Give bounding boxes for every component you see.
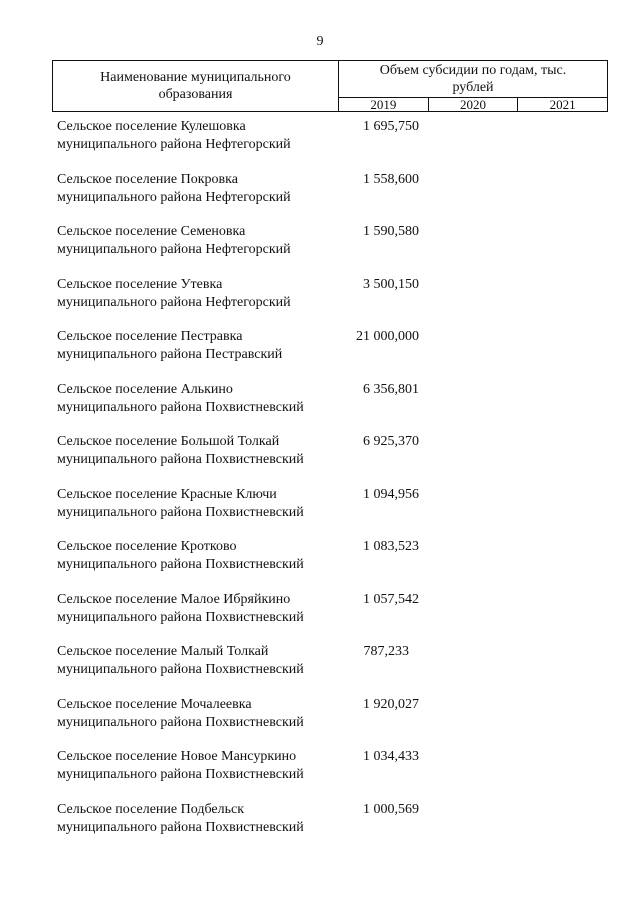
table-row (57, 381, 607, 434)
subsidy-value-2019: 1 000,569 (363, 801, 419, 817)
year-2019-header: 2019 (339, 98, 429, 112)
table-row (57, 801, 607, 854)
subsidy-value-2019: 787,233 (363, 644, 409, 659)
table-row (57, 643, 607, 696)
settlement-name: Сельское поселение Покровка муниципального района Нефтегорский (57, 171, 291, 205)
year-header-row (339, 97, 607, 112)
table-row (57, 328, 607, 381)
subsidy-value-2019: 21 000,000 (356, 329, 419, 344)
table-row (57, 171, 607, 224)
subsidy-value-2019: 1 083,523 (363, 539, 419, 554)
settlement-name: Сельское поселение Алькино муниципального района Похвистневский (57, 381, 304, 415)
subsidy-value-2019: 3 500,150 (363, 276, 419, 292)
table-body (57, 118, 607, 853)
table-row (57, 486, 607, 539)
settlement-name: Сельское поселение Малый Толкай муниципального района Похвистневский (57, 644, 304, 677)
table-row (57, 538, 607, 591)
table-row (57, 118, 607, 171)
subsidy-value-2019: 1 558,600 (363, 171, 419, 187)
name-column-header (53, 61, 339, 111)
table-header (52, 60, 608, 112)
settlement-name: Сельское поселение Утевка муниципального района Нефтегорский (57, 276, 291, 310)
table-row (57, 223, 607, 276)
table-row (57, 696, 607, 749)
settlement-name: Сельское поселение Новое Мансуркино муниципального района Похвистневский (57, 749, 304, 782)
settlement-name: Сельское поселение Мочалеевка муниципального района Похвистневский (57, 696, 304, 730)
subsidy-value-2019: 6 356,801 (363, 381, 419, 397)
settlement-name: Сельское поселение Красные Ключи муниципального района Похвистневский (57, 486, 304, 520)
subsidy-value-2019: 1 920,027 (363, 696, 419, 712)
settlement-name: Сельское поселение Кротково муниципального района Похвистневский (57, 539, 304, 572)
table-row (57, 276, 607, 329)
year-2021-header: 2021 (549, 97, 576, 112)
settlement-name: Сельское поселение Кулешовка муниципального района Нефтегорский (57, 119, 291, 152)
subsidy-value-2019: 6 925,370 (363, 434, 419, 449)
settlement-name: Сельское поселение Большой Толкай муниципального района Похвистневский (57, 434, 304, 467)
subsidy-value-2019: 1 590,580 (363, 224, 419, 239)
subsidy-value-2019: 1 034,433 (363, 749, 419, 764)
settlement-name: Сельское поселение Подбельск муниципального района Похвистневский (57, 801, 304, 835)
subsidy-value-2019: 1 094,956 (363, 486, 419, 502)
page-number: 9 (316, 34, 324, 49)
subsidy-value-2019: 1 695,750 (363, 119, 419, 134)
table-row (57, 433, 607, 486)
table-row (57, 591, 607, 644)
volume-column-header-label: Объем субсидии по годам, тыс. рублей (379, 63, 567, 95)
name-column-header-label: Наименование муниципального образования (100, 70, 291, 102)
settlement-name: Сельское поселение Семеновка муниципального района Нефтегорский (57, 224, 291, 257)
year-2020-header: 2020 (429, 98, 519, 112)
table-row (57, 748, 607, 801)
settlement-name: Сельское поселение Пестравка муниципального района Пестравский (57, 329, 283, 362)
subsidy-value-2019: 1 057,542 (363, 591, 419, 607)
settlement-name: Сельское поселение Малое Ибряйкино муниципального района Похвистневский (57, 591, 304, 625)
volume-column-header (339, 61, 607, 97)
